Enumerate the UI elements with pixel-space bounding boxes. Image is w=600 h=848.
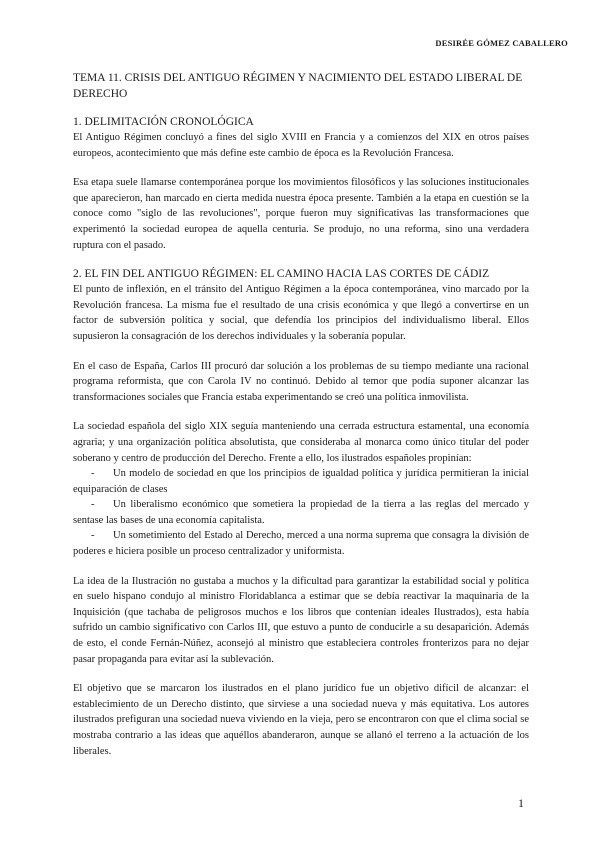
list-item: - Un modelo de sociedad en que los principios de igualdad política y jurídica permitieran la inicial equiparación de clases: [73, 468, 529, 495]
author-name: DESIRÉE GÓMEZ CABALLERO: [435, 38, 568, 48]
section-2-paragraph-1: El punto de inflexión, en el tránsito del Antiguo Régimen a la época contemporánea, vino marcado por la Revolución francesa. La misma fue el resultado de una crisis económica y que llegó a convertirse en un factor de subversión política y social, que defendía los principios del individualismo liberal. Ellos supusieron la consagración de los derechos individuales y la soberanía popular.: [73, 284, 529, 342]
section-2-paragraph-3: La sociedad española del siglo XIX seguía manteniendo una cerrada estructura estamental, una economía agraria; y una organización política absolutista, que consideraba al monarca como único titular del poder soberano y centro de producción del Derecho. Frente a ello, los ilustrados españoles propinían:: [73, 421, 529, 464]
section-1-heading: 1. DELIMITACIÓN CRONOLÓGICA: [73, 116, 254, 128]
section-2-paragraph-5: El objetivo que se marcaron los ilustrados en el plano jurídico fue un objetivo difícil de alcanzar: el establecimiento de un Derecho distinto, que sirviese a una sociedad nueva y más equitativa. Los autores ilustrados prefiguran una sociedad nueva viviendo en la vieja, pero se encontraron con que el clima social se mostraba contrario a las ideas que aquéllos abanderaron, aunque se allanó el terreno a la actuación de los liberales.: [73, 683, 529, 757]
bullet-marker: -: [91, 499, 95, 511]
document-title: TEMA 11. CRISIS DEL ANTIGUO RÉGIMEN Y NACIMIENTO DEL ESTADO LIBERAL DE DERECHO: [73, 72, 523, 100]
document-body: [73, 70, 529, 773]
section-1-paragraph-2: Esa etapa suele llamarse contemporánea porque los movimientos filosóficos y las soluciones institucionales que aparecieron, han marcado en cierta medida nuestra época presente. También a la etapa en cuestión se la conoce como "siglo de las revoluciones", porque fueron muy significativas las transformaciones que experimentó la sociedad europea de aquella centuria. Se produjo, no una reforma, sino una verdadera ruptura con el pasado.: [73, 177, 529, 251]
section-1-paragraph-1: El Antiguo Régimen concluyó a fines del siglo XVIII en Francia y a comienzos del XIX en otros países europeos, acontecimiento que más define este cambio de época es la Revolución Francesa.: [73, 132, 529, 159]
page-number: 1: [518, 796, 524, 810]
list-item: - Un liberalismo económico que sometiera la propiedad de la tierra a las reglas del mercado y sentase las bases de una economía capitalista.: [73, 499, 529, 526]
bullet-marker: -: [91, 530, 95, 542]
list-item: - Un sometimiento del Estado al Derecho, merced a una norma suprema que consagra la división de poderes e hiciera posible un proceso centralizador y uniformista.: [73, 530, 529, 558]
section-2-heading: 2. EL FIN DEL ANTIGUO RÉGIMEN: EL CAMINO HACIA LAS CORTES DE CÁDIZ: [73, 268, 490, 281]
section-2-paragraph-4: La idea de la Ilustración no gustaba a muchos y la dificultad para garantizar la estabilidad social y política en suelo hispano condujo al ministro Floridablanca a estimar que se debía reactivar la maquinaria de la Inquisición (que tachaba de peligrosos muchos e los libros que contenían ideales Ilustrados), esta había sufrido un cambio significativo con Carlos III, que estuvo a punto de conducirle a su desaparición. Además de esto, el conde Fernán-Núñez, aconsejó al ministro que estableciera controles fronterizos para no dejar pasar propaganda para evitar así la sublevación.: [73, 575, 529, 665]
bullet-marker: -: [91, 468, 95, 480]
section-2-paragraph-2: En el caso de España, Carlos III procuró dar solución a los problemas de su tiempo mediante una racional programa reformista, que con Carola IV no continuó. Debido al temor que podía suponer alcanzar las transformaciones sociales que Francia estaba experimentando se creó una política inmovilista.: [73, 360, 529, 403]
proposals-list: [73, 466, 529, 560]
